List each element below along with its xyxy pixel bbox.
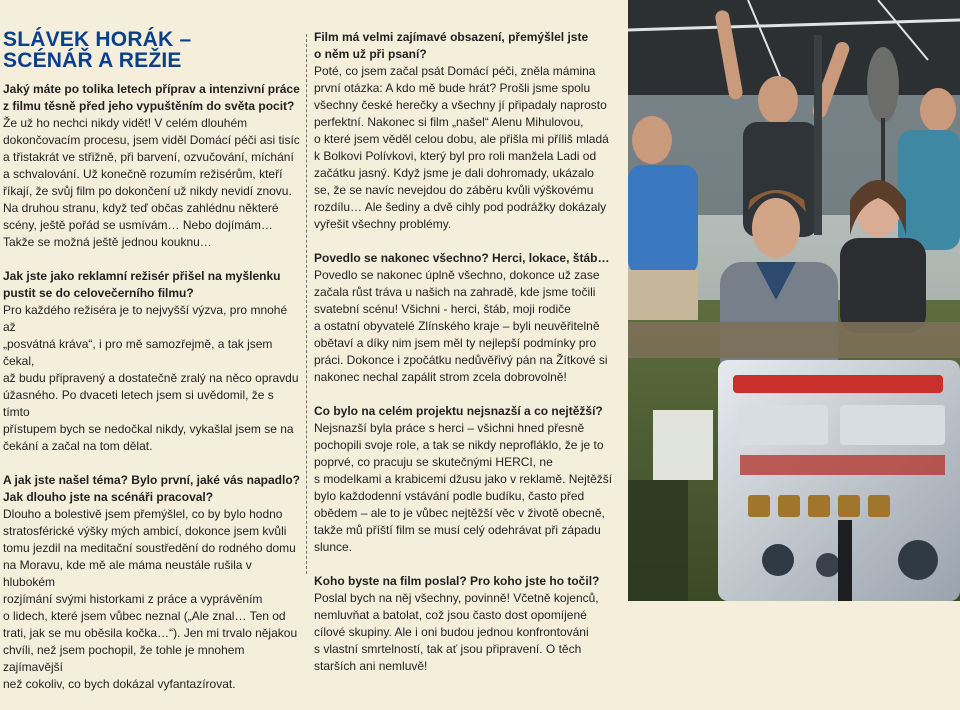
qa-block [314,403,614,556]
question [3,472,301,506]
question-line: Povedlo se nakonec všechno? Herci, lokace, štáb… [314,251,610,265]
answer-line: Takže se možná ještě jednou kouknu… [3,235,212,249]
answer-line: poprvé, co pracuju se skutečnými HERCI, ne [314,455,553,469]
answer [314,63,614,233]
answer-line: a ostatní obyvatelé Zlínského kraje – byli neuvěřitelně [314,319,600,333]
qa-block [3,268,301,455]
answer-line: obětaví a díky nim jsem měl ty nejlepší podmínky pro [314,336,597,350]
column-divider [306,34,307,574]
foreground-shadow [628,480,688,601]
question [314,250,614,267]
answer-line: stratosférické výšky mých ambicí, dokonce jsem kvůli [3,524,287,538]
paper-notes [653,410,713,480]
question-line: Jak jste jako reklamní režisér přišel na myšlenku [3,269,281,283]
answer-line: Poslal bych na něj všechny, povinně! Včetně kojenců, [314,591,599,605]
question-line: Jaký máte po tolika letech příprav a intenzivní práce [3,82,300,96]
title-line: SCÉNÁŘ A REŽIE [3,49,182,72]
answer-line: Poté, co jsem začal psát Domácí péči, zněla mámina [314,64,596,78]
answer-line: až budu připravený a dostatečně zralý na něco opravdu [3,371,299,385]
answer-line: obědem – ale to je vůbec nejtěžší věc v životě obecně, [314,506,605,520]
answer-line: slunce. [314,540,353,554]
answer-line: přístupem bych se nedočkal nikdy, vykašlal jsem se na [3,422,294,436]
answer-line: říkají, že svůj film po dokončení už nikdy nevidí znovu. [3,184,292,198]
question-line: Koho byste na film poslal? Pro koho jste ho točil? [314,574,600,588]
article-title [3,29,301,71]
answer [3,302,301,455]
answer-line: první otázka: A kdo mě bude hrát? Prošli jsme spolu [314,81,591,95]
qa-block [314,573,614,675]
answer [314,267,614,386]
question-line: pustit se do celovečerního filmu? [3,286,194,300]
answer-line: Povedlo se nakonec úplně všechno, dokonce už zase [314,268,600,282]
answer-line: začala růst tráva u našich na zahradě, kde jsme točili [314,285,596,299]
answer [314,590,614,675]
answer-line: takže mů příští film se musí celý odehrávat při západu [314,523,601,537]
answer-line: nakonec nechal zapálit strom zcela dobrovolně! [314,370,567,384]
answer [314,420,614,556]
answer-line: Že už ho nechci nikdy vidět! V celém dlouhém [3,116,248,130]
answer-line: Pro každého režiséra je to nejvyšší výzva, pro mnohé až [3,303,288,334]
answer-line: nemluvňat a batolat, což jsou často dost opomíjené [314,608,587,622]
answer-line: svatební scénu! Všichni - herci, štáb, moji rodiče [314,302,571,316]
tent-canopy [628,0,960,95]
answer-line: Dlouho a bolestivě jsem přemýšlel, co by bylo hodno [3,507,283,521]
question-line: Co bylo na celém projektu nejsnazší a co nejtěžší? [314,404,603,418]
question-line: A jak jste našel téma? Bylo první, jaké vás napadlo? [3,473,300,487]
answer-line: Na druhou stranu, když teď občas zahlédnu některé [3,201,279,215]
answer-line: čekání a začal na tom dělat. [3,439,153,453]
answer-line: o lidech, které jsem vůbec neznal („Ale znal… Ten od [3,609,286,623]
film-set-photo [628,0,960,601]
answer-line: dokončovacím procesu, jsem viděl Domácí péči asi tisíc [3,133,300,147]
answer-line: k Bolkovi Polívkovi, který byl pro roli manžela Ladi od [314,149,597,163]
answer-line: pochopili svoje role, a tak se nikdy neprofláklo, že je to [314,438,604,452]
title-line: SLÁVEK HORÁK – [3,28,192,51]
answer-line: tomu jezdil na meditační soustředění do rodného domu [3,541,296,555]
question [314,573,614,590]
question-line: Jak dlouho jste na scénáři pracoval? [3,490,214,504]
answer-line: na Moravu, kde mě ale máma neustále rušila v hlubokém [3,558,252,589]
answer-line: perfektní. Nakonec si film „našel“ Alenu Mihulovou, [314,115,584,129]
answer-line: práci. Dokonce i zpočátku nedůvěřivý pán na Žítkové si [314,353,608,367]
answer-line: scény, ještě pořád se usmívám… Nebo dojímám… [3,218,273,232]
answer [3,506,301,693]
answer-line: chvíli, než jsem pochopil, že tohle je mnohem zajímavější [3,643,245,674]
question [314,29,614,63]
answer-line: a schvalování. Už konečně rozumím režisérům, kteří [3,167,283,181]
answer-line: se, že se navíc nevejdou do záběru kvůli výškovému [314,183,594,197]
answer-line: a třistakrát ve střižně, při barvení, ozvučování, míchání [3,150,294,164]
qa-block [314,250,614,386]
left-column [3,0,301,710]
qa-block [3,472,301,693]
answer-line: Nejsnazší byla práce s herci – všichni hned přesně [314,421,585,435]
sound-equipment [718,360,960,601]
question-line: o něm už při psaní? [314,47,427,61]
answer-line: všechny české herečky a všechny jí připadaly naprosto [314,98,607,112]
table-edge [628,322,960,358]
question-line: Film má velmi zajímavé obsazení, přemýšlel jste [314,30,589,44]
answer-line: s modelkami a krabicemi džusu jako v reklamě. Nejtěžší [314,472,613,486]
answer [3,115,301,251]
answer-line: rozjímání svými historkami z práce a vyprávěním [3,592,263,606]
answer-line: s vlastní smrtelností, tak ať jsou připravení. O těch [314,642,582,656]
middle-column [314,0,614,692]
answer-line: cílové skupiny. Ale i oni budou jednou konfrontováni [314,625,589,639]
answer-line: „posvátná kráva“, i pro mě samozřejmě, a tak jsem čekal, [3,337,273,368]
answer-line: starších ani nemluvě! [314,659,428,673]
qa-block [3,81,301,251]
answer-line: rozdílu… Ale šediny a dvě cihly pod podrážky dokázaly [314,200,607,214]
photo-illustration [628,0,960,601]
answer-line: vyřešit všechny problémy. [314,217,452,231]
question [314,403,614,420]
question [3,268,301,302]
answer-line: než cokoliv, co bych dokázal vyfantazírovat. [3,677,236,691]
answer-line: úžasného. Po dvaceti letech jsem si uvědomil, že s tímto [3,388,274,419]
answer-line: o které jsem věděl celou dobu, ale přišla mi příliš mladá [314,132,609,146]
answer-line: trati, jak se mu oběsila kočka…“). Jen mi trvalo nějakou [3,626,298,640]
question-line: z filmu těsně před jeho vypuštěním do světa pocit? [3,99,295,113]
answer-line: začátku jasný. Když jsme je dali dohromady, ukázalo [314,166,594,180]
answer-line: bylo každodenní vstávání podle budíku, často před [314,489,585,503]
question [3,81,301,115]
qa-block [314,29,614,233]
